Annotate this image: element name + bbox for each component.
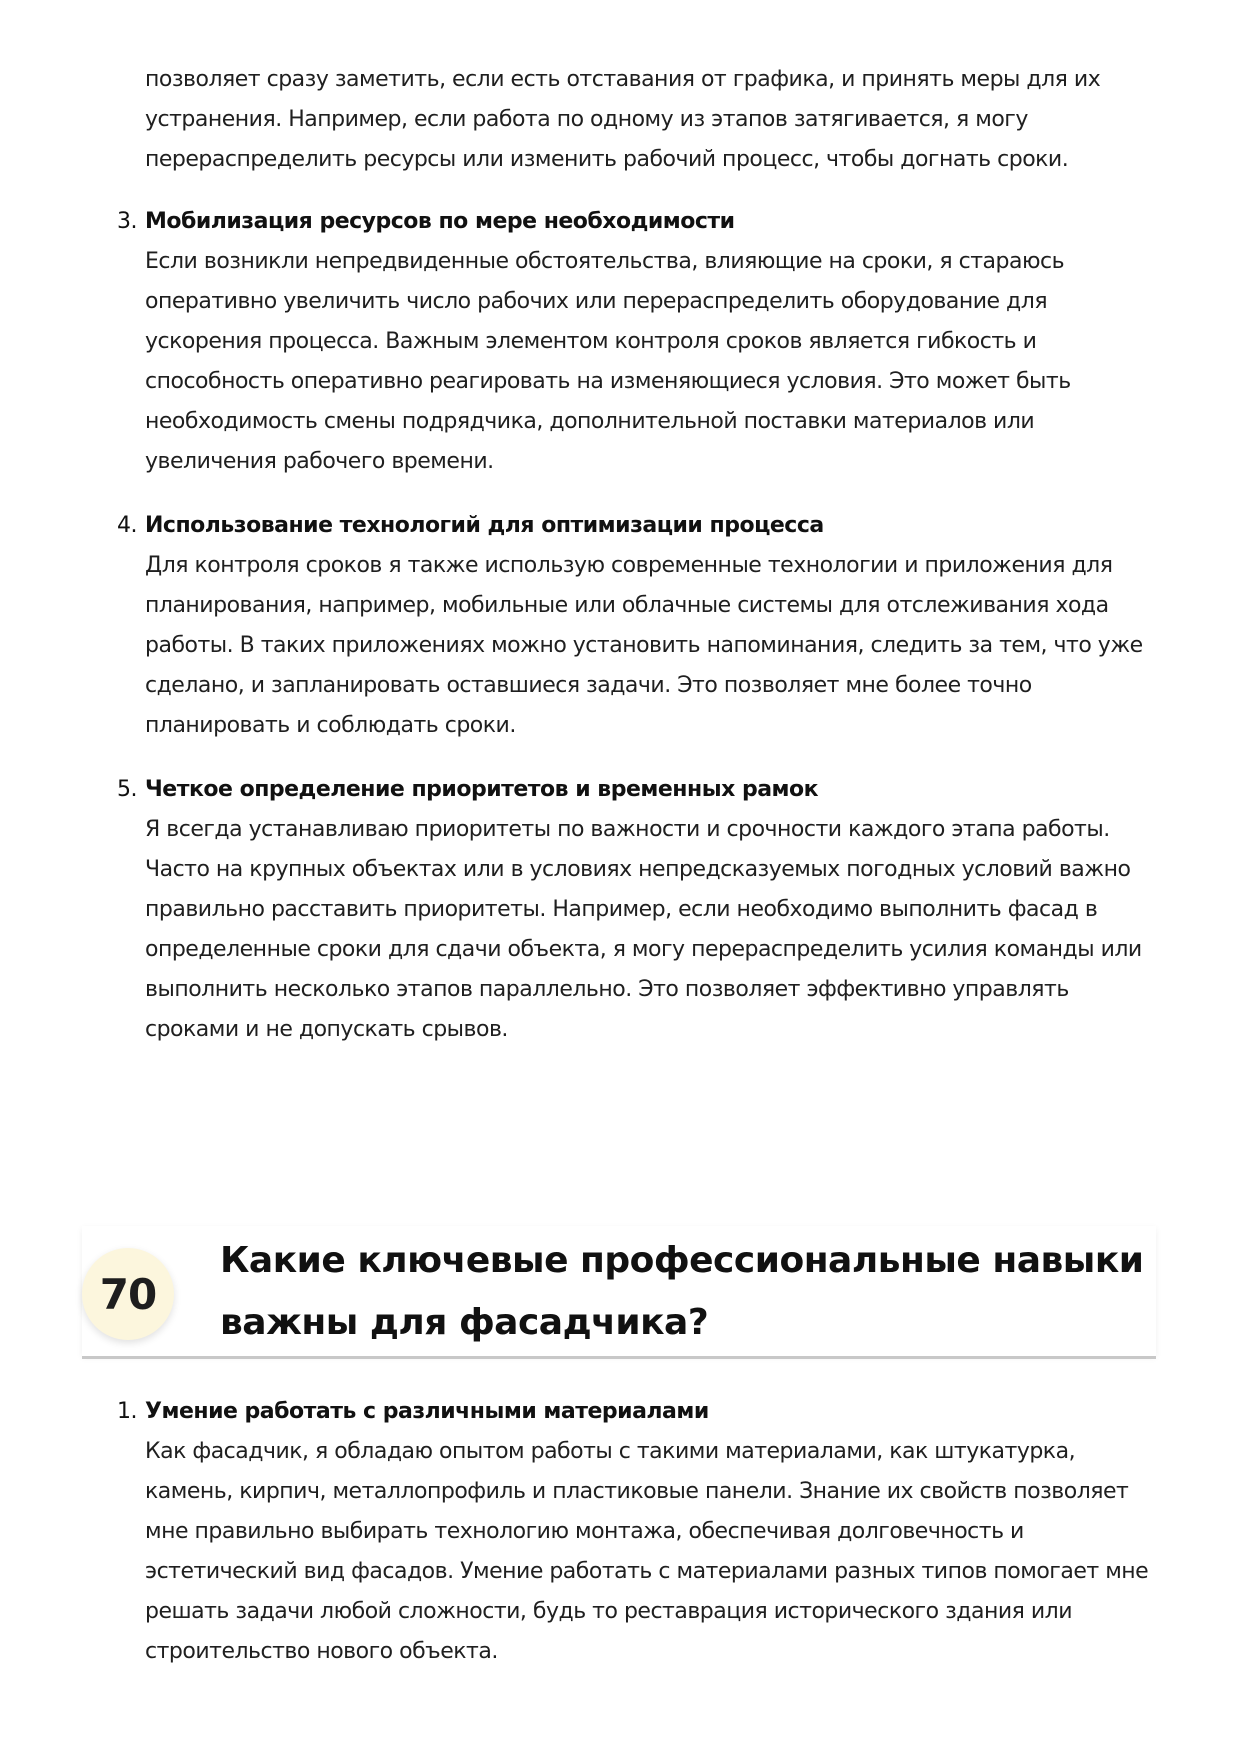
list-item-heading — [117, 770, 1155, 810]
list-item-number: 1. — [117, 1399, 137, 1424]
list-item-title: Четкое определение приоритетов и временных рамок — [145, 777, 819, 802]
list-item — [117, 1392, 1155, 1672]
list-item — [117, 202, 1155, 482]
list-item-number: 5. — [117, 777, 137, 802]
list-item — [117, 770, 1155, 1050]
list-item-body: Для контроля сроков я также использую современные технологии и приложения для планирования, например, мобильные или облачные системы для отслеживания хода работы. В таких приложениях можно установить напоминания, следить за тем, что уже сделано, и запланировать оставшиеся задачи. Это позволяет мне более точно планировать и соблюдать сроки. — [145, 553, 1143, 738]
list-item-body: Если возникли непредвиденные обстоятельства, влияющие на сроки, я стараюсь оперативно увеличить число рабочих или перераспределить оборудование для ускорения процесса. Важным элементом контроля сроков является гибкость и способность оперативно реагировать на изменяющиеся условия. Это может быть необходимость смены подрядчика, дополнительной поставки материалов или увеличения рабочего времени. — [145, 249, 1071, 474]
question-divider — [82, 1356, 1156, 1359]
list-item-heading — [117, 202, 1155, 242]
question-title: Какие ключевые профессиональные навыки важны для фасадчика? — [220, 1240, 1144, 1343]
question-header — [82, 1226, 1156, 1358]
list-item-number: 4. — [117, 513, 137, 538]
list-item-heading — [117, 1392, 1155, 1432]
list-item-title: Использование технологий для оптимизации процесса — [145, 513, 824, 538]
list-item-body: Как фасадчик, я обладаю опытом работы с такими материалами, как штукатурка, камень, кирпич, металлопрофиль и пластиковые панели. Знание их свойств позволяет мне правильно выбирать технологию монтажа, обеспечивая долговечность и эстетический вид фасадов. Умение работать с материалами разных типов помогает мне решать задачи любой сложности, будь то реставрация исторического здания или строительство нового объекта. — [145, 1439, 1149, 1664]
list-item-title: Умение работать с различными материалами — [145, 1399, 709, 1424]
list-item-heading — [117, 506, 1155, 546]
intro-paragraph: позволяет сразу заметить, если есть отставания от графика, и принять меры для их устранения. Например, если работа по одному из этапов затягивается, я могу перераспределить ресурсы или изменить рабочий процесс, чтобы догнать сроки. — [145, 67, 1101, 172]
question-number-badge: 70 — [82, 1248, 174, 1340]
list-item — [117, 506, 1155, 746]
list-item-number: 3. — [117, 209, 137, 234]
list-item-title: Мобилизация ресурсов по мере необходимости — [145, 209, 735, 234]
list-item-body: Я всегда устанавливаю приоритеты по важности и срочности каждого этапа работы. Часто на крупных объектах или в условиях непредсказуемых погодных условий важно правильно расставить приоритеты. Например, если необходимо выполнить фасад в определенные сроки для сдачи объекта, я могу перераспределить усилия команды или выполнить несколько этапов параллельно. Это позволяет эффективно управлять сроками и не допускать срывов. — [145, 817, 1142, 1042]
